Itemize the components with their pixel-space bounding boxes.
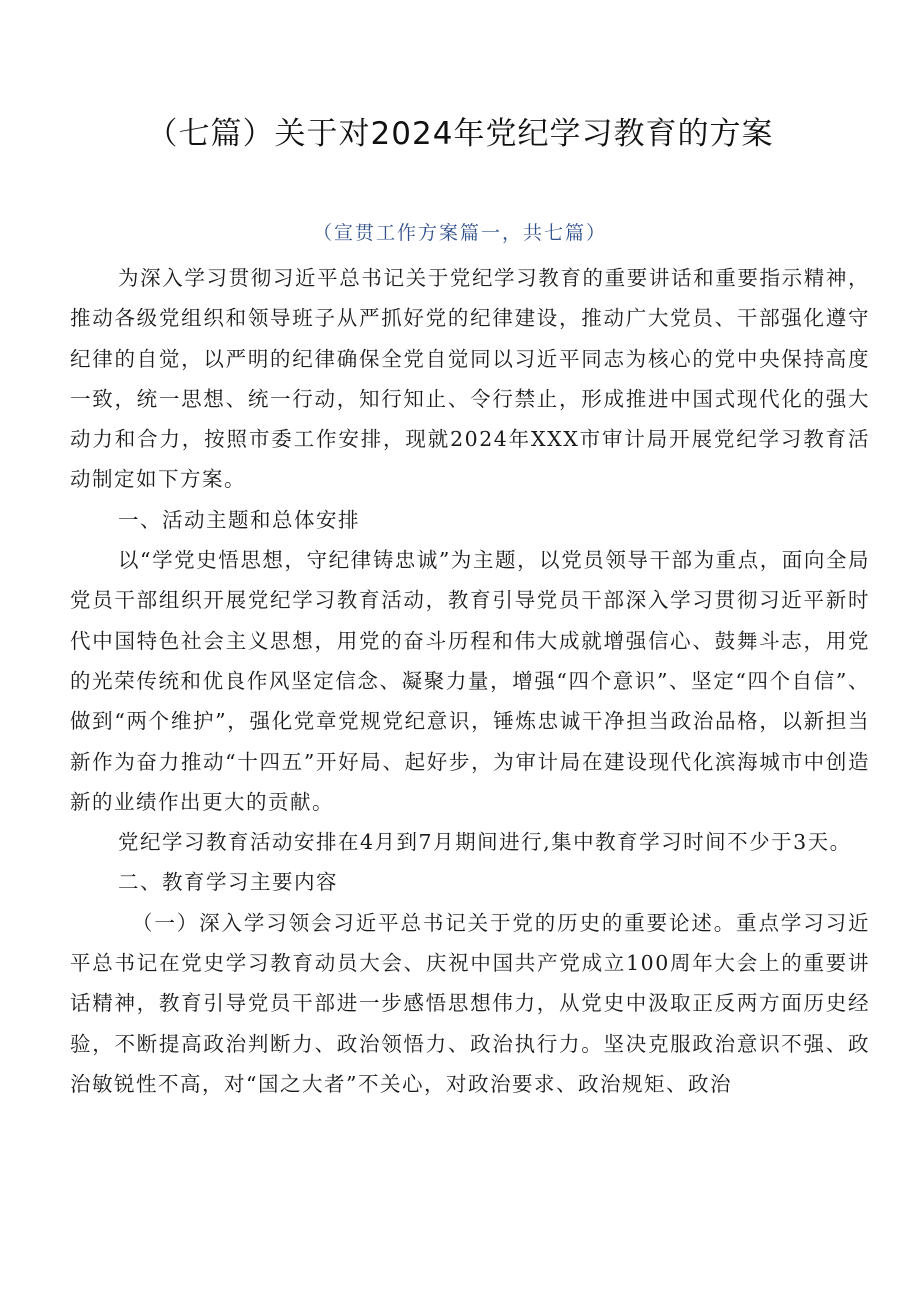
document-title: （七篇）关于对2024年党纪学习教育的方案 [146, 116, 774, 152]
section-heading-2: 二、教育学习主要内容 [118, 870, 338, 895]
paragraph-schedule: 党纪学习教育活动安排在4月到7月期间进行,集中教育学习时间不少于3天。 [118, 830, 852, 855]
paragraph-theme: 以“学党史悟思想，守纪律铸忠诚”为主题，以党员领导干部为重点，面向全局党员干部组织开展党纪学习教育活动，教育引导党员干部深入学习贯彻习近平新时代中国特色社会主义思想，用党的奋斗历程和伟大成就增强信心、鼓舞斗志，用党的光荣传统和优良作风坚定信念、凝聚力量，增强“四个意识”、坚定“四个自信”、做到“两个维护”，强化党章党规党纪意识，锤炼忠诚干净担当政治品格，以新担当新作为奋力推动“十四五”开好局、起好步，为审计局在建设现代化滨海城市中创造新的业绩作出更大的贡献。 [70, 548, 870, 814]
document-subtitle: （宣贯工作方案篇一，共七篇） [312, 222, 607, 244]
paragraph-intro: 为深入学习贯彻习近平总书记关于党纪学习教育的重要讲话和重要指示精神，推动各级党组织和领导班子从严抓好党的纪律建设，推动广大党员、干部强化遵守纪律的自觉，以严明的纪律确保全党自觉同以习近平同志为核心的党中央保持高度一致，统一思想、统一行动，知行知止、令行禁止，形成推进中国式现代化的强大动力和合力，按照市委工作安排，现就2024年XXX市审计局开展党纪学习教育活动制定如下方案。 [70, 266, 870, 492]
paragraph-content-1: （一）深入学习领会习近平总书记关于党的历史的重要论述。重点学习习近平总书记在党史学习教育动员大会、庆祝中国共产党成立100周年大会上的重要讲话精神，教育引导党员干部进一步感悟思想伟力，从党史中汲取正反两方面历史经验，不断提高政治判断力、政治领悟力、政治执行力。坚决克服政治意识不强、政治敏锐性不高，对“国之大者”不关心，对政治要求、政治规矩、政治 [70, 910, 870, 1096]
document-body [70, 258, 870, 1104]
section-heading-1: 一、活动主题和总体安排 [118, 507, 360, 532]
